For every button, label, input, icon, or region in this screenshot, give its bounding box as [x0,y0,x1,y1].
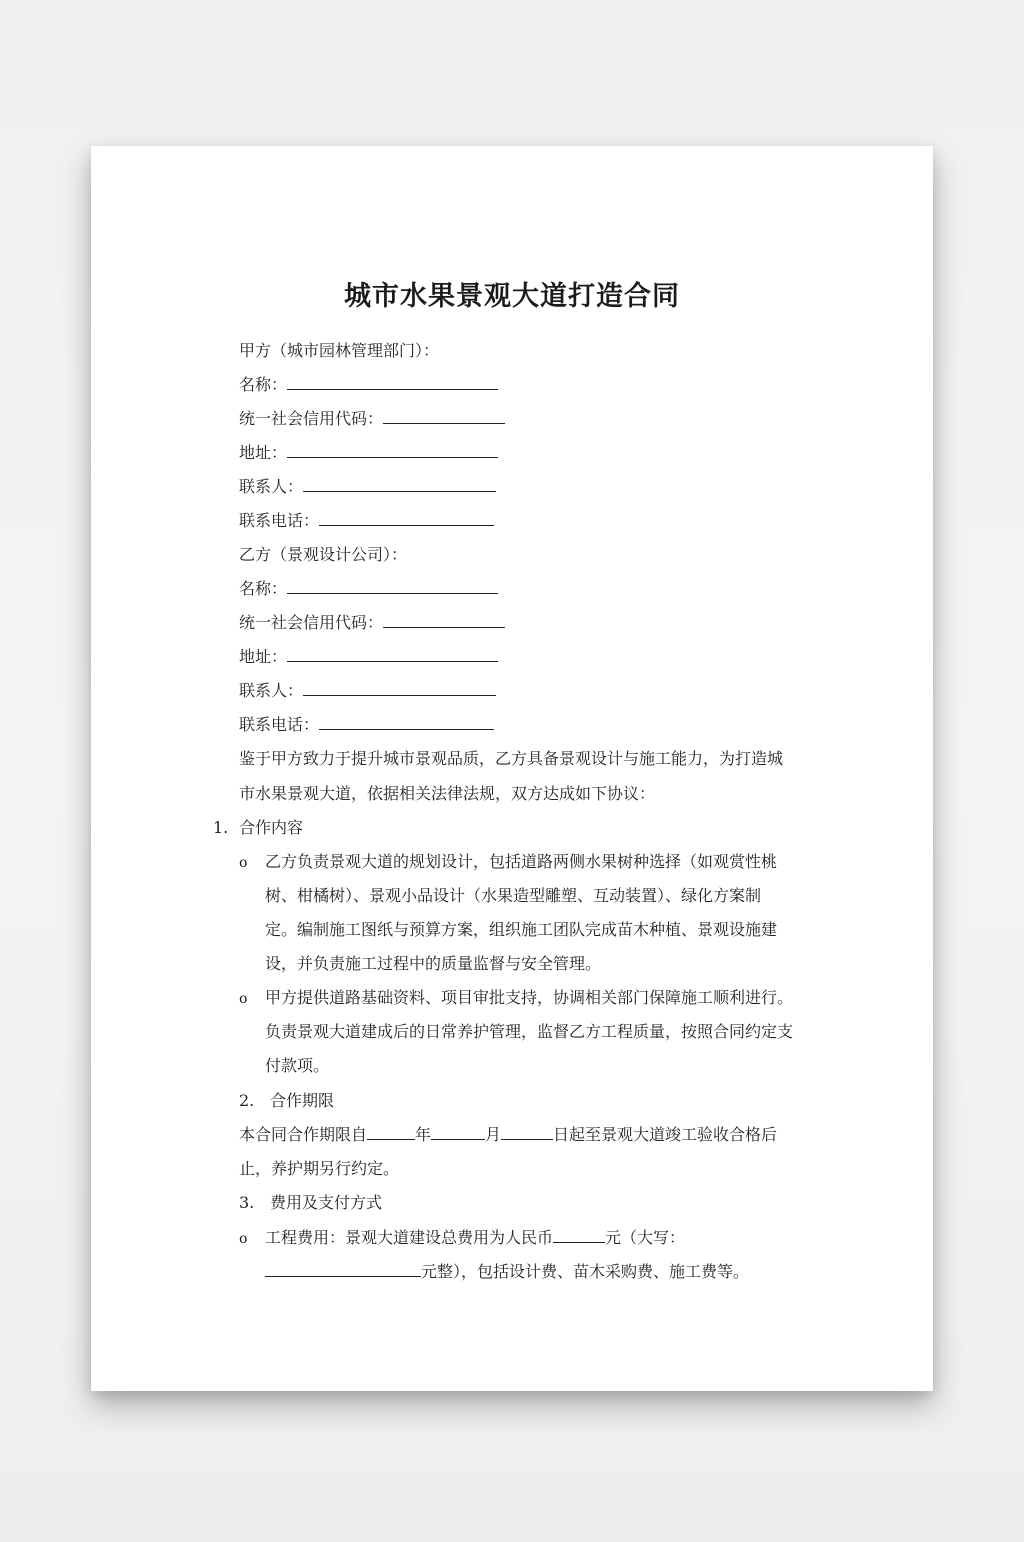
section-2-text-a: 本合同合作期限自 [239,1125,368,1144]
section-1-item-1-line-2: 树、柑橘树）、景观小品设计（水果造型雕塑、互动装置）、绿化方案制 [265,886,762,905]
section-1-bullet-1: o [239,855,248,871]
section-2-year-label: 年 [415,1125,432,1144]
party-b-address-row [239,647,498,667]
section-1-item-1-line-4: 设，并负责施工过程中的质量监督与安全管理。 [265,954,602,973]
party-a-code-blank[interactable] [383,409,505,424]
party-b-contact-blank[interactable] [303,681,496,696]
section-3-heading: 费用及支付方式 [270,1193,383,1212]
party-b-name-label: 名称： [239,579,288,598]
party-b-code-label: 统一社会信用代码： [239,613,384,632]
section-1-bullet-2: o [239,991,248,1007]
section-3-fee-text: 工程费用：景观大道建设总费用为人民币 [265,1228,554,1247]
section-2-heading: 合作期限 [270,1091,335,1110]
section-2-line-1 [239,1125,777,1145]
section-1-item-1-line-3: 定。编制施工图纸与预算方案，组织施工团队完成苗木种植、景观设施建 [265,920,778,939]
section-2-number: 2. [239,1091,255,1110]
party-a-phone-label: 联系电话： [239,511,320,530]
section-2-start-day-blank[interactable] [501,1125,553,1140]
section-3-item-1-line-1 [265,1228,685,1248]
party-a-code-label: 统一社会信用代码： [239,409,384,428]
section-2-month-label: 月 [485,1125,502,1144]
party-b-phone-row [239,715,494,735]
party-a-contact-row [239,477,496,497]
section-3-amount-blank[interactable] [553,1228,605,1243]
section-3-fee-tail: 元整），包括设计费、苗木采购费、施工费等。 [421,1262,750,1281]
party-b-code-row [239,613,505,633]
intro-line-2: 市水果景观大道，依据相关法律法规，双方达成如下协议： [239,784,656,803]
party-a-phone-row [239,511,494,531]
party-b-name-row [239,579,498,599]
party-a-name-row [239,375,498,395]
party-a-code-row [239,409,505,429]
section-1-number: 1. [213,818,229,837]
section-3-capital-amount-blank[interactable] [265,1262,421,1277]
party-b-phone-label: 联系电话： [239,715,320,734]
party-b-code-blank[interactable] [383,613,505,628]
party-b-heading: 乙方（景观设计公司）： [239,545,408,564]
section-2-line-2: 止，养护期另行约定。 [239,1159,400,1178]
section-2-start-year-blank[interactable] [367,1125,415,1140]
party-b-phone-blank[interactable] [319,715,494,730]
section-1-item-2-line-1: 甲方提供道路基础资料、项目审批支持，协调相关部门保障施工顺利进行。 [265,988,794,1007]
section-3-item-1-line-2 [265,1262,749,1282]
party-b-address-label: 地址： [239,647,288,666]
party-a-contact-blank[interactable] [303,477,496,492]
section-1-item-2-line-3: 付款项。 [265,1056,330,1075]
party-a-name-label: 名称： [239,375,288,394]
contract-page [91,146,933,1391]
party-b-contact-label: 联系人： [239,681,304,700]
page-title: 城市水果景观大道打造合同 [344,281,680,312]
section-3-capital-label: 元（大写： [605,1228,686,1247]
party-a-contact-label: 联系人： [239,477,304,496]
party-a-address-row [239,443,498,463]
section-3-number: 3. [239,1193,255,1212]
party-a-heading: 甲方（城市园林管理部门）： [239,341,440,360]
party-b-address-blank[interactable] [287,647,498,662]
section-3-bullet-1: o [239,1231,248,1247]
party-a-address-blank[interactable] [287,443,498,458]
section-1-item-2-line-2: 负责景观大道建成后的日常养护管理，监督乙方工程质量，按照合同约定支 [265,1022,794,1041]
intro-line-1: 鉴于甲方致力于提升城市景观品质，乙方具备景观设计与施工能力，为打造城 [239,749,784,768]
party-b-name-blank[interactable] [287,579,498,594]
section-2-start-month-blank[interactable] [431,1125,485,1140]
party-a-phone-blank[interactable] [319,511,494,526]
party-a-address-label: 地址： [239,443,288,462]
party-a-name-blank[interactable] [287,375,498,390]
section-2-text-b: 日起至景观大道竣工验收合格后 [553,1125,778,1144]
section-1-item-1-line-1: 乙方负责景观大道的规划设计，包括道路两侧水果树种选择（如观赏性桃 [265,852,778,871]
section-1-heading: 合作内容 [239,818,304,837]
party-b-contact-row [239,681,496,701]
